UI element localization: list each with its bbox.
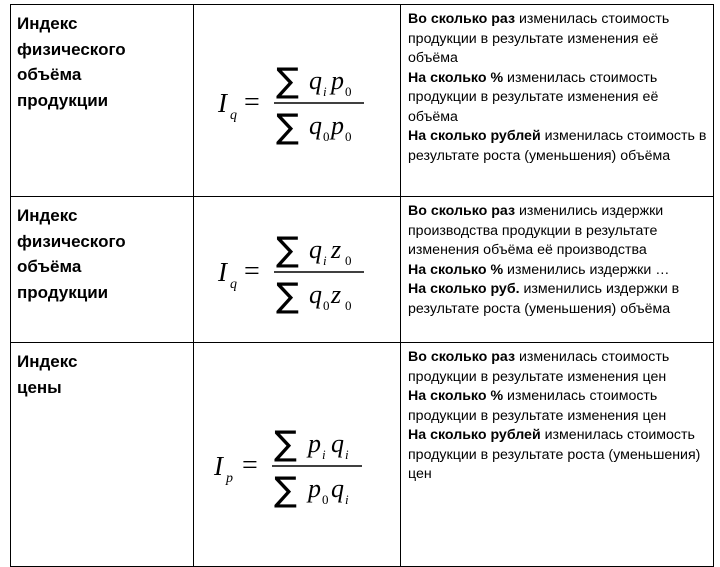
index-name-cell: [11, 197, 194, 343]
formula-symbol: q: [309, 279, 322, 309]
index-name: Индекс цены: [17, 352, 78, 397]
index-formula: [212, 225, 382, 315]
formula-symbol: 0: [345, 297, 352, 313]
description-item: На сколько руб. изменились издержки в результате роста (уменьшения) объёма: [408, 281, 680, 317]
description-item: На сколько рублей изменилась стоимость в результате роста (уменьшения) объёма: [408, 128, 707, 164]
formula-symbol: 0: [322, 491, 329, 507]
formula-symbol: i: [345, 491, 349, 507]
formula-symbol: z: [331, 234, 342, 264]
formula-symbol: q: [230, 107, 237, 123]
formula-cell: [194, 5, 401, 197]
formula-symbol: p: [331, 65, 344, 95]
description-item: На сколько рублей изменилась стоимость продукции в результате роста (уменьшения) цен: [408, 427, 701, 482]
formula-symbol: =: [242, 449, 258, 481]
index-name: Индекс физического объёма продукции: [17, 14, 126, 110]
index-name: Индекс физического объёма продукции: [17, 206, 126, 302]
formula-symbol: ∑: [276, 106, 299, 147]
description-cell: [401, 197, 714, 343]
formula-symbol: i: [323, 83, 327, 99]
formula-symbol: p: [308, 428, 321, 458]
formula-symbol: 0: [345, 128, 352, 144]
table-row: [11, 5, 714, 197]
formula-symbol: i: [345, 446, 349, 462]
description-cell: [401, 343, 714, 567]
formula-symbol: 0: [323, 297, 330, 313]
description-item: На сколько % изменилась стоимость продукции в результате изменения цен: [408, 388, 667, 424]
description-cell: [401, 5, 714, 197]
description-item: Во сколько раз изменились издержки производства продукции в результате изменения объёма её производства: [408, 203, 664, 258]
table-row: [11, 343, 714, 567]
formula-symbol: ∑: [274, 469, 297, 510]
formula-symbol: 0: [323, 128, 330, 144]
description-item: На сколько % изменились издержки …: [408, 261, 670, 278]
formula-cell: [194, 197, 401, 343]
index-name-cell: [11, 5, 194, 197]
formula-symbol: =: [244, 255, 260, 287]
formula-symbol: i: [323, 252, 327, 268]
index-formula: [212, 56, 382, 146]
formula-symbol: q: [309, 110, 322, 140]
formula-symbol: i: [322, 446, 326, 462]
formula-symbol: q: [309, 234, 322, 264]
table-row: [11, 197, 714, 343]
formula-symbol: p: [331, 110, 344, 140]
formula-symbol: p: [226, 470, 233, 486]
index-table: [10, 4, 714, 567]
formula-symbol: q: [309, 65, 322, 95]
formula-symbol: 0: [345, 83, 352, 99]
formula-symbol: p: [308, 473, 321, 503]
formula-symbol: z: [331, 279, 342, 309]
formula-symbol: q: [230, 276, 237, 292]
index-name-cell: [11, 343, 194, 567]
formula-symbol: q: [331, 473, 344, 503]
description-item: На сколько % изменилась стоимость продукции в результате изменения её объёма: [408, 69, 659, 125]
description-item: Во сколько раз изменилась стоимость продукции в результате изменения её объёма: [408, 11, 670, 66]
formula-symbol: 0: [345, 252, 352, 268]
formula-cell: [194, 343, 401, 567]
index-formula: [212, 419, 382, 509]
formula-symbol: ∑: [276, 60, 299, 101]
formula-symbol: I: [214, 450, 223, 481]
formula-symbol: =: [244, 86, 260, 118]
formula-symbol: q: [331, 428, 344, 458]
formula-symbol: ∑: [276, 229, 299, 270]
formula-symbol: I: [218, 87, 227, 118]
formula-symbol: I: [218, 256, 227, 287]
description-item: Во сколько раз изменилась стоимость продукции в результате изменения цен: [408, 349, 670, 385]
formula-symbol: ∑: [274, 423, 297, 464]
formula-symbol: ∑: [276, 275, 299, 316]
